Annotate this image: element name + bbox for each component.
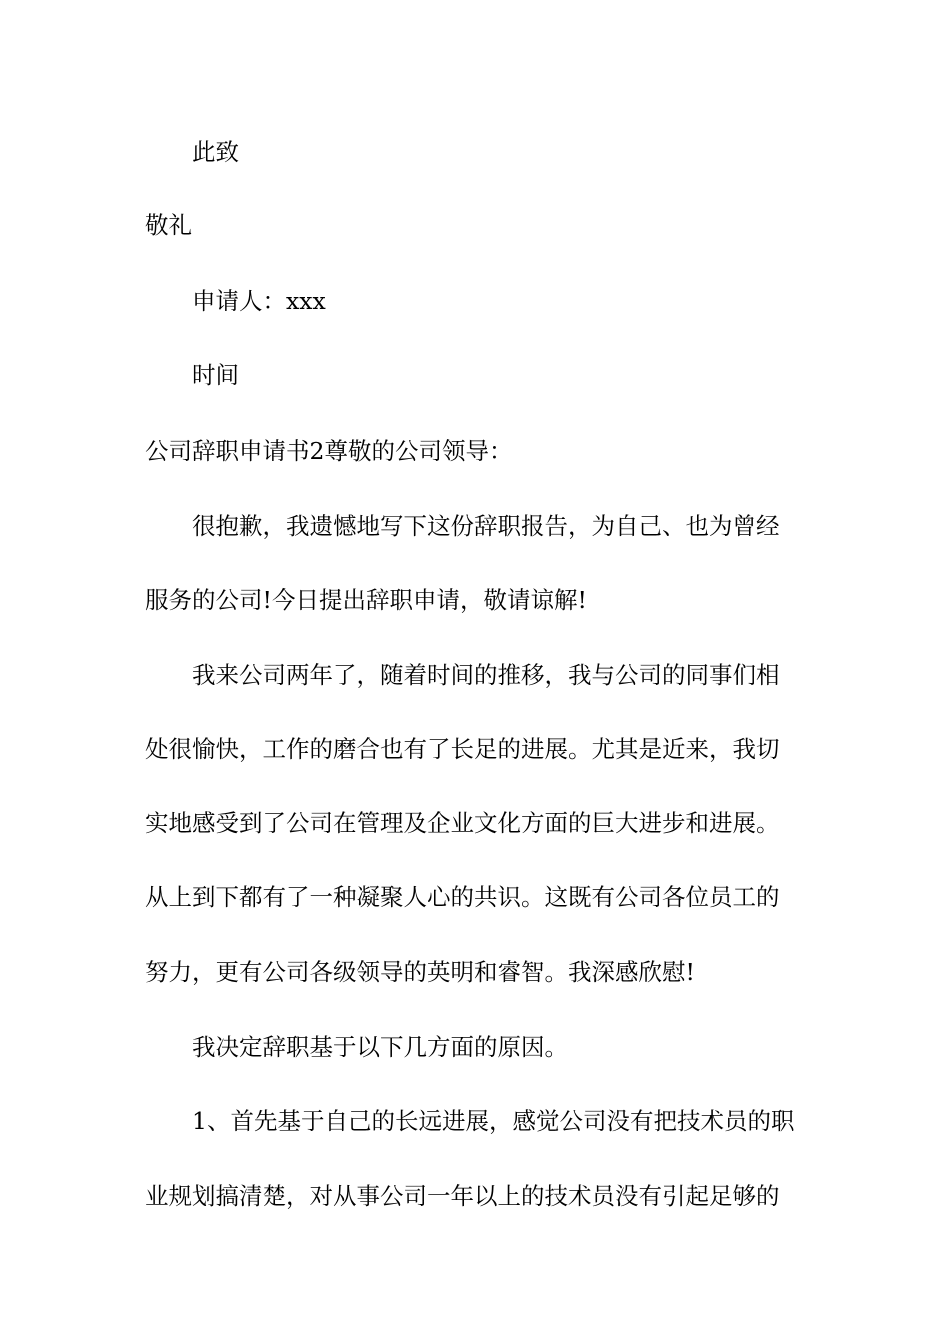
paragraph-line: 我决定辞职基于以下几方面的原因。 xyxy=(192,1033,568,1061)
closing-respect: 敬礼 xyxy=(145,211,192,239)
paragraph-line: 业规划搞清楚，对从事公司一年以上的技术员没有引起足够的 xyxy=(145,1182,780,1210)
date-line: 时间 xyxy=(192,361,239,389)
letter-heading: 公司辞职申请书2尊敬的公司领导： xyxy=(145,437,513,465)
paragraph-line: 1、首先基于自己的长远进展，感觉公司没有把技术员的职 xyxy=(192,1107,795,1135)
paragraph-line: 服务的公司!今日提出辞职申请，敬请谅解! xyxy=(145,586,587,614)
closing-salutation: 此致 xyxy=(192,138,239,166)
applicant-line: 申请人：xxx xyxy=(192,287,326,315)
paragraph-line: 很抱歉，我遗憾地写下这份辞职报告，为自己、也为曾经 xyxy=(192,512,780,540)
paragraph-line: 实地感受到了公司在管理及企业文化方面的巨大进步和进展。 xyxy=(145,809,780,837)
paragraph-line: 处很愉快，工作的磨合也有了长足的进展。尤其是近来，我切 xyxy=(145,735,780,763)
paragraph-line: 我来公司两年了，随着时间的推移，我与公司的同事们相 xyxy=(192,661,780,689)
paragraph-line: 努力，更有公司各级领导的英明和睿智。我深感欣慰! xyxy=(145,958,695,986)
paragraph-line: 从上到下都有了一种凝聚人心的共识。这既有公司各位员工的 xyxy=(145,883,780,911)
